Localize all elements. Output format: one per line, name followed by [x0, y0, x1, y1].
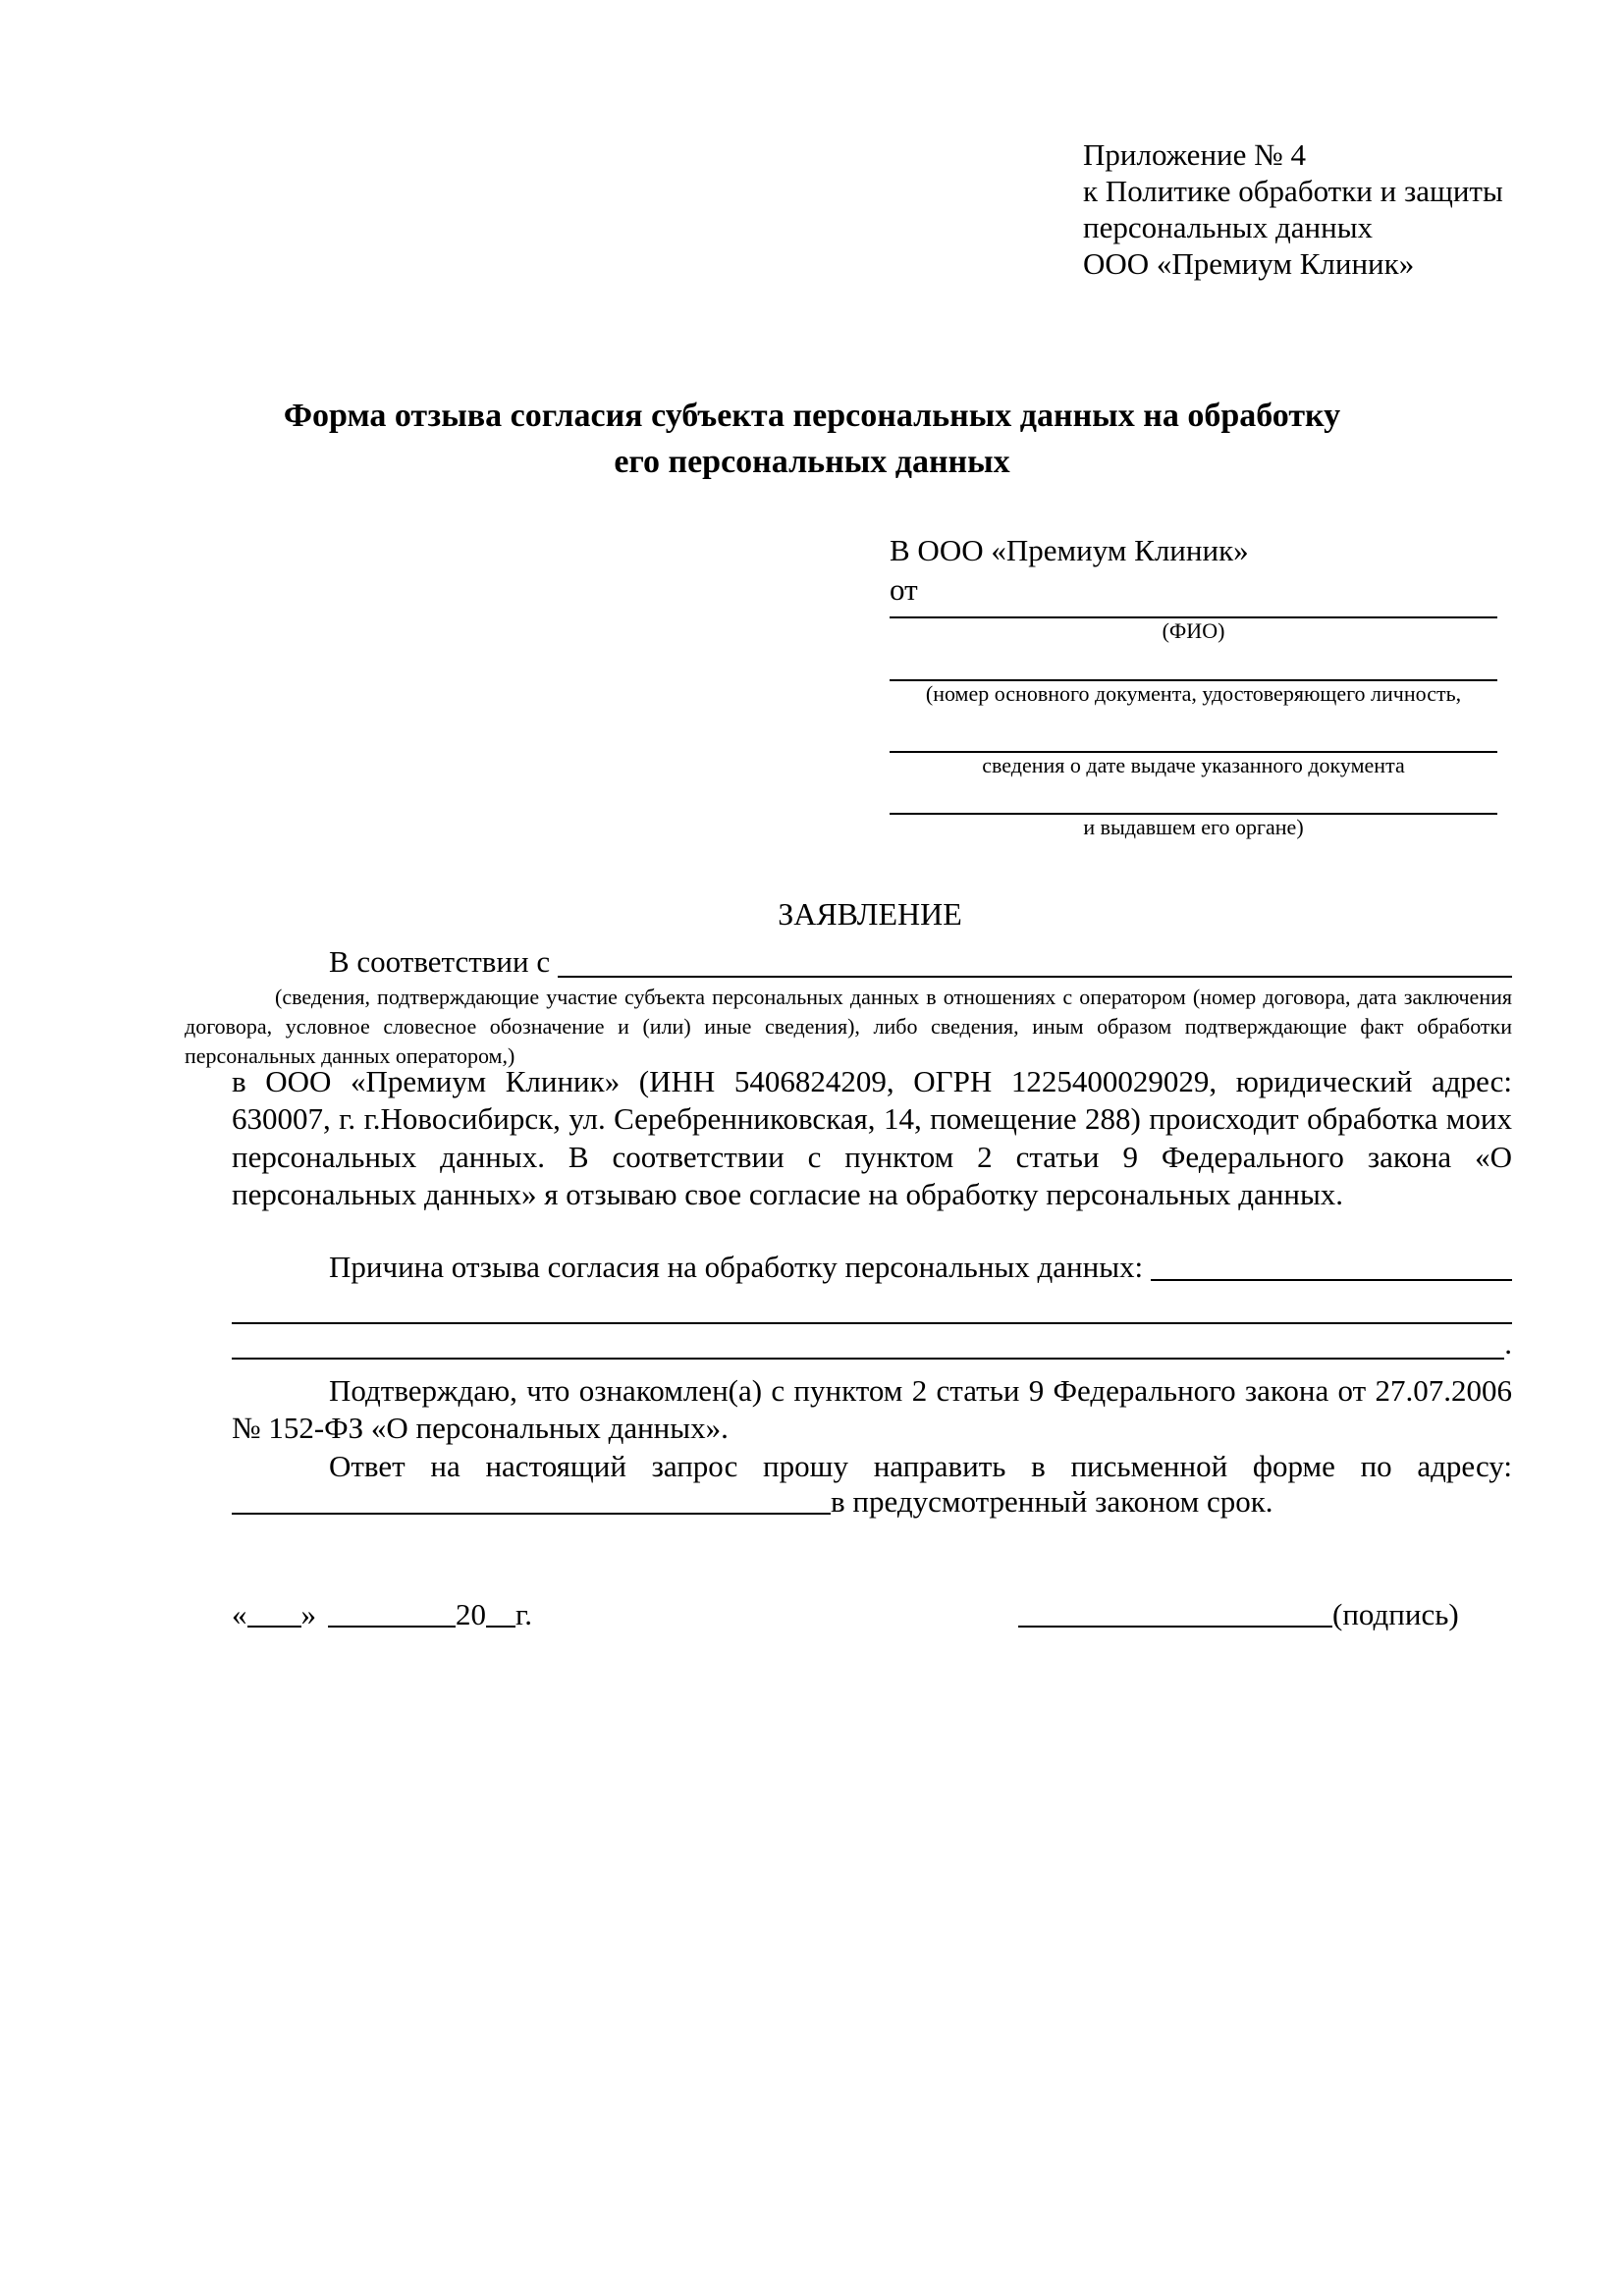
reply-address-line [232, 1485, 1512, 1519]
reply-request-line: Ответ на настоящий запрос прошу направить в письменной форме по адресу: [329, 1449, 1512, 1483]
indent-spacer [232, 1248, 329, 1286]
document-number-caption: (номер основного документа, удостоверяющего личность, [925, 681, 1462, 706]
statement-heading: ЗАЯВЛЕНИЕ [778, 896, 962, 932]
reply-address-blank-line [232, 1485, 831, 1515]
basis-blank-line [558, 942, 1512, 978]
issuing-authority-caption: и выдавшем его органе) [1083, 815, 1304, 839]
basis-caption: (сведения, подтверждающие участие субъекта персональных данных в отношениях с оператором (номер договора, дата заключения договора, условное словесное обозначение и (или) иные сведения), либо сведения, иным образом подтверждающие факт обработки персональных данных оператором,) [185, 985, 1512, 1068]
statement-body-paragraph: в ООО «Премиум Клиник» (ИНН 5406824209, ОГРН 1225400029029, юридический адрес: 630007, г. г.Новосибирск, ул. Серебренниковская, 14, помещение 288) происходит обработка моих персональных данных. В соответствии с пунктом 2 статьи 9 Федерального закона «О персональных данных» я отзываю свое согласие на обработку персональных данных. [232, 1064, 1512, 1212]
month-blank-line [328, 1598, 456, 1628]
date-close-quote: » [300, 1597, 316, 1631]
reason-label: Причина отзыва согласия на обработку персональных данных: [329, 1250, 1144, 1284]
reason-blank-line-2 [232, 1287, 1512, 1324]
date-row [232, 1598, 532, 1631]
addressee-blanks-block [890, 612, 1497, 840]
issue-date-caption: сведения о дате выдаче указанного документа [982, 753, 1405, 777]
appendix-line: Приложение № 4 [1083, 137, 1306, 172]
issue-date-blank-line [890, 707, 1497, 753]
reason-blank-line-3-rule [232, 1326, 1504, 1360]
appendix-line: ООО «Премиум Клиник» [1083, 246, 1415, 281]
year-blank-line [486, 1598, 515, 1628]
appendix-line: к Политике обработки и защиты [1083, 174, 1503, 208]
date-open-quote: « [232, 1597, 247, 1631]
document-title-line1: Форма отзыва согласия субъекта персональных данных на обработку [283, 398, 1341, 434]
addressee-organization: В ООО «Премиум Клиник» [890, 533, 1249, 567]
intro-line [232, 942, 1512, 981]
reply-suffix: в предусмотренный законом срок. [831, 1484, 1273, 1519]
document-number-blank-line [890, 644, 1497, 681]
year-prefix: 20 [456, 1597, 486, 1631]
reason-line [232, 1248, 1512, 1286]
appendix-line: персональных данных [1083, 210, 1374, 244]
intro-prefix: В соответствии с [329, 944, 551, 979]
confirmation-paragraph: Подтверждаю, что ознакомлен(а) с пунктом 2 статьи 9 Федерального закона от 27.07.2006 № 152-ФЗ «О персональных данных». [232, 1373, 1512, 1446]
signature-row [1018, 1598, 1459, 1631]
indent-spacer [232, 942, 329, 981]
fio-caption: (ФИО) [1162, 618, 1225, 643]
fio-blank-line [890, 612, 1497, 618]
signature-blank-line [1018, 1598, 1332, 1628]
signature-caption: (подпись) [1332, 1597, 1459, 1631]
sentence-period: . [1504, 1326, 1512, 1361]
addressee-from-label: от [890, 572, 918, 607]
document-title [142, 393, 1482, 485]
reason-blank-line [1151, 1248, 1512, 1281]
issuing-authority-blank-line [890, 778, 1497, 815]
day-blank-line [247, 1598, 301, 1628]
year-suffix: г. [515, 1597, 532, 1631]
document-title-line2: его персональных данных [614, 444, 1010, 480]
appendix-block [1083, 136, 1503, 282]
reason-blank-line-3 [232, 1326, 1512, 1362]
